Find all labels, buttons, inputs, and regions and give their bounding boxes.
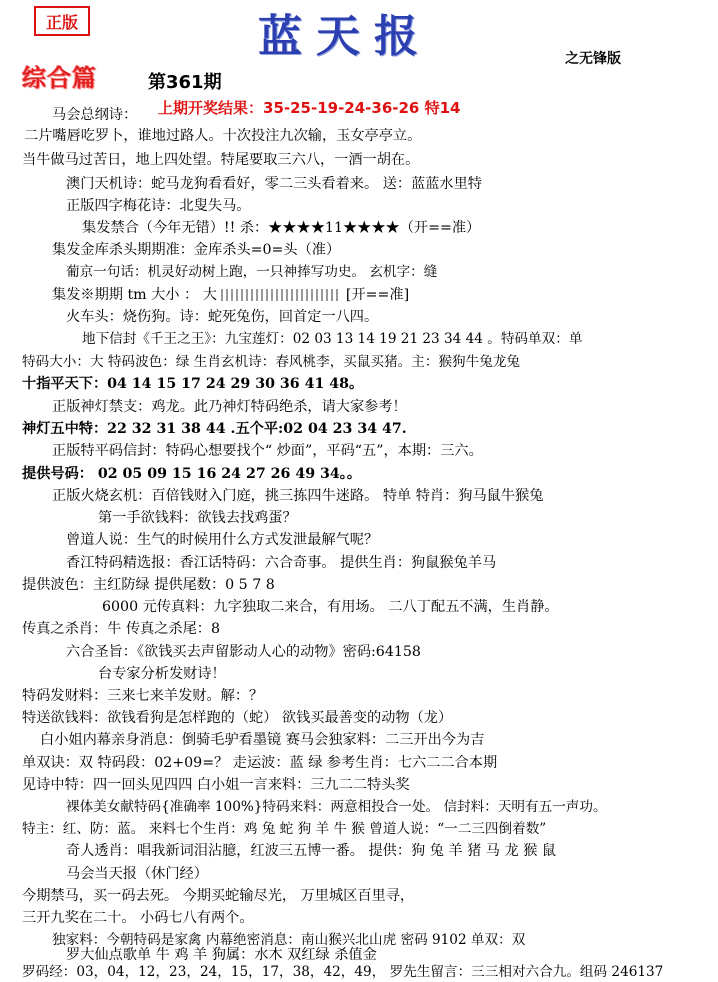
text-line: 罗码经：03，04，12，23，24，15，17，38，42，49， 罗先生留言：三三相对六合九。组码 246137	[22, 964, 664, 980]
text-line: 正版神灯禁支：鸡龙。此乃神灯特码绝杀，请大家参考！	[52, 399, 407, 415]
section-heading: 综合篇	[22, 64, 97, 92]
text-line: 地下信封《千王之王》：九宝莲灯：02 03 13 14 19 21 23 34 44 。特码单双：单	[82, 331, 583, 347]
text-line: 当牛做马过苦日，地上四处望。特尾要取三六八，一酒一胡在。	[22, 152, 420, 168]
text-line: 提供号码： 02 05 09 15 16 24 27 26 49 34。。	[22, 466, 362, 482]
edition-label: 之无锋版	[565, 51, 621, 67]
text-segment: [开==准]	[345, 287, 410, 303]
text-line: 二片嘴唇吃罗卜，谁地过路人。十次投注九次输，玉女亭亭立。	[24, 128, 422, 144]
text-line: 正版火烧玄机：百倍钱财入门庭，挑三拣四牛迷路。 特单 特肖：狗马鼠牛猴兔	[52, 488, 544, 504]
text-line: 今期禁马，买一码去死。 今期买蛇输尽光， 万里城区百里寻，	[22, 888, 415, 904]
text-line: 六合圣旨：《欲钱买去声留影动人心的动物》密码:64158	[66, 644, 421, 660]
text-line: 十指平天下：04 14 15 17 24 29 30 36 41 48。	[22, 376, 364, 392]
text-line: 台专家分析发财诗！	[98, 666, 226, 682]
text-line: 曾道人说：生气的时候用什么方式发泄最解气呢？	[66, 532, 379, 548]
text-line: 提供波色：主红防绿 提供尾数：0 5 7 8	[22, 577, 275, 593]
text-line: 火车头：烧伤狗。诗：蛇死兔伤，回首定一八四。	[66, 309, 379, 325]
text-segment: 集发※期期 tm 大小 ： 大	[52, 287, 217, 303]
text-line: 特主：红、防：蓝。 来料七个生肖：鸡 兔 蛇 狗 羊 牛 猴 曾道人说：“一二三四倒着数”	[22, 821, 547, 837]
text-line: 特送欲钱料：欲钱看狗是怎样跑的（蛇） 欲钱买最善变的动物（龙）	[22, 710, 453, 726]
text-line: 独家料：今朝特码是家禽 内幕绝密消息：南山猴兴北山虎 密码 9102 单双：双	[52, 932, 526, 948]
text-line: 第一手欲钱料：欲钱去找鸡蛋？	[98, 510, 297, 526]
genuine-stamp: 正版	[34, 6, 90, 36]
text-line: 奇人透肖：唱我新词泪沾臆，红波三五博一番。 提供：狗 兔 羊 猪 马 龙 猴 鼠	[66, 843, 557, 859]
text-line: 见诗中特：四一回头见四四 白小姐一言来料：三九二二特头奖	[22, 777, 410, 793]
text-line	[52, 285, 409, 305]
text-line: 6000 元传真料：九字独取二来合，有用场。 二八丁配五不满，生肖静。	[102, 599, 559, 615]
text-line: 香江特码精选报：香江话特码：六合奇事。 提供生肖：狗鼠猴兔羊马	[66, 555, 497, 571]
text-line: 集发金库杀头期期准：金库杀头=0=头（准）	[52, 242, 341, 258]
text-line: 马会总纲诗：	[52, 107, 138, 123]
text-line: 葡京一句话：机灵好动树上跑，一只神捧写功史。 玄机字：缝	[66, 264, 438, 280]
text-line: 集发禁合（今年无错）!! 杀：★★★★11★★★★（开==准）	[82, 220, 481, 236]
issue-number: 第361期	[148, 72, 222, 93]
text-line: 神灯五中特：22 32 31 38 44 .五个平:02 04 23 34 47.	[22, 421, 407, 437]
text-line: 特码大小：大 特码波色：绿 生肖玄机诗：春风桃李，买鼠买猪。主：猴狗牛兔龙兔	[22, 354, 521, 370]
text-line: 裸体美女献特码{准确率 100%}特码来料：两意相投合一处。 信封料：天明有五一声功。	[66, 799, 607, 815]
text-line: 特码发财料：三来七来羊发财。解：？	[22, 688, 264, 704]
text-line: 正版四字梅花诗：北叟失马。	[66, 198, 251, 214]
text-line: 澳门天机诗：蛇马龙狗看看好，零二三头看着来。 送：蓝蓝水里特	[66, 176, 482, 192]
text-line: 单双诀：双 特码段：02+09=？ 走运波：蓝 绿 参考生肖：七六二二合本期	[22, 755, 498, 771]
text-line: 正版特平码信封：特码心想要找个“ 炒面”，平码“五”，本期：三六。	[52, 443, 483, 459]
newspaper-title: 蓝天报	[258, 11, 432, 62]
text-line: 马会当天报（休门经）	[66, 866, 208, 882]
last-draw-result: 上期开奖结果：35-25-19-24-36-26 特14	[158, 99, 461, 117]
blurred-text	[221, 289, 341, 301]
text-line: 罗大仙点歌单 牛 鸡 羊 狗属：水木 双红绿 杀值金	[66, 947, 377, 963]
text-line: 传真之杀肖：牛 传真之杀尾：8	[22, 621, 220, 637]
text-line: 白小姐内幕亲身消息：倒骑毛驴看墨镜 赛马会独家料：二三开出今为吉	[40, 732, 485, 748]
text-line: 三开九奖在二十。 小码七八有两个。	[22, 910, 254, 926]
